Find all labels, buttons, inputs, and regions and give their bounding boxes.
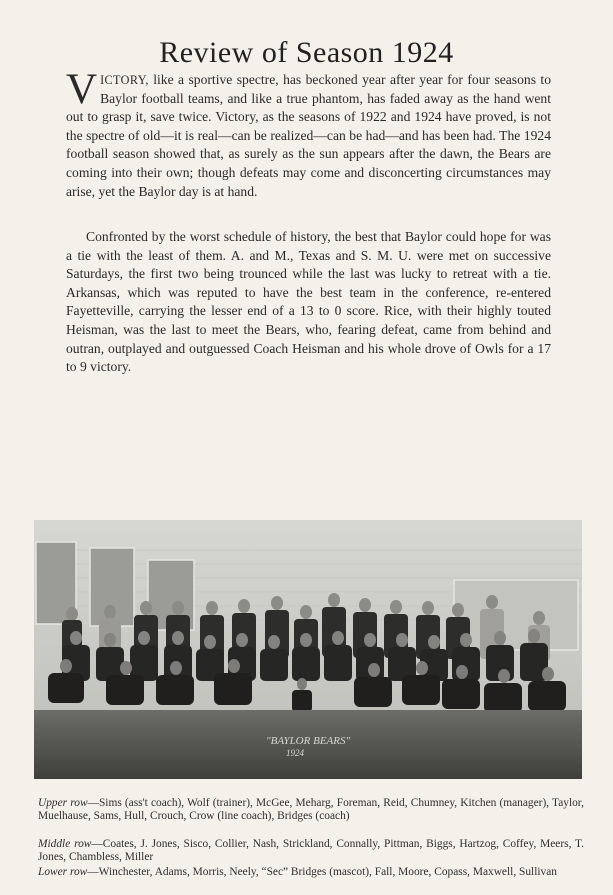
paragraph-intro [66, 66, 551, 201]
drop-cap: V [66, 66, 98, 113]
caption-label: Upper row [38, 797, 88, 809]
caption-label: Middle row [38, 838, 92, 850]
caption-names: —Sims (ass't coach), Wolf (trainer), McGee, Meharg, Foreman, Reid, Chumney, Kitchen (manager), Taylor, Muelhause, Sams, Hull, Crouch, Crow (line coach), Bridges (coach) [38, 797, 584, 822]
paragraph-intro-text: like a sportive spectre, has beckoned year after year for four seasons to Baylor football teams, and like a true phantom, has faded away as the hand went out to grasp it, save twice. Victory, as the seasons of 1922 and 1924 have proved, is not the spectre of old—it is real—can be realized—can be had—and has been had. The 1924 football season showed that, as surely as the sun appears after the dawn, the Bears are coming into their own; though defeats may come and disconcerting circumstances may arise, yet the Baylor day is at hand. [66, 72, 551, 199]
caption-names: —Winchester, Adams, Morris, Neely, “Sec” Bridges (mascot), Fall, Moore, Copass, Maxwell, Sullivan [87, 866, 557, 878]
page-title: Review of Season 1924 [159, 36, 454, 70]
caption-names: —Coates, J. Jones, Sisco, Collier, Nash, Strickland, Connally, Pittman, Biggs, Hartzog, Coffey, Meers, T. Jones, Chambless, Miller [38, 838, 585, 863]
photo-inscription: "BAYLOR BEARS" [266, 735, 351, 747]
photo-year: 1924 [286, 748, 304, 758]
team-photo [34, 520, 582, 779]
caption-label: Lower row [38, 866, 88, 878]
caption-lower-row [38, 866, 584, 879]
lead-caps: ICTORY, [100, 73, 149, 87]
caption-upper-row [38, 797, 584, 822]
team-photo-image [34, 520, 582, 779]
paragraph-schedule: Confronted by the worst schedule of history, the best that Baylor could hope for was a tie with the least of them. A. and M., Texas and S. M. U. were met on successive Saturdays, the first two being trounced while the last was lucky to retreat with a tie. Arkansas, which was reputed to have the best team in the conference, re-entered Fayetteville, carrying the lesser end of a 13 to 0 score. Rice, with their highly touted Heisman, was the last to meet the Bears, who, fearing defeat, came from behind and outran, outplayed and outguessed Coach Heisman and his whole drove of Owls for a 17 to 9 victory. [66, 229, 551, 375]
caption-middle-row [38, 838, 584, 863]
